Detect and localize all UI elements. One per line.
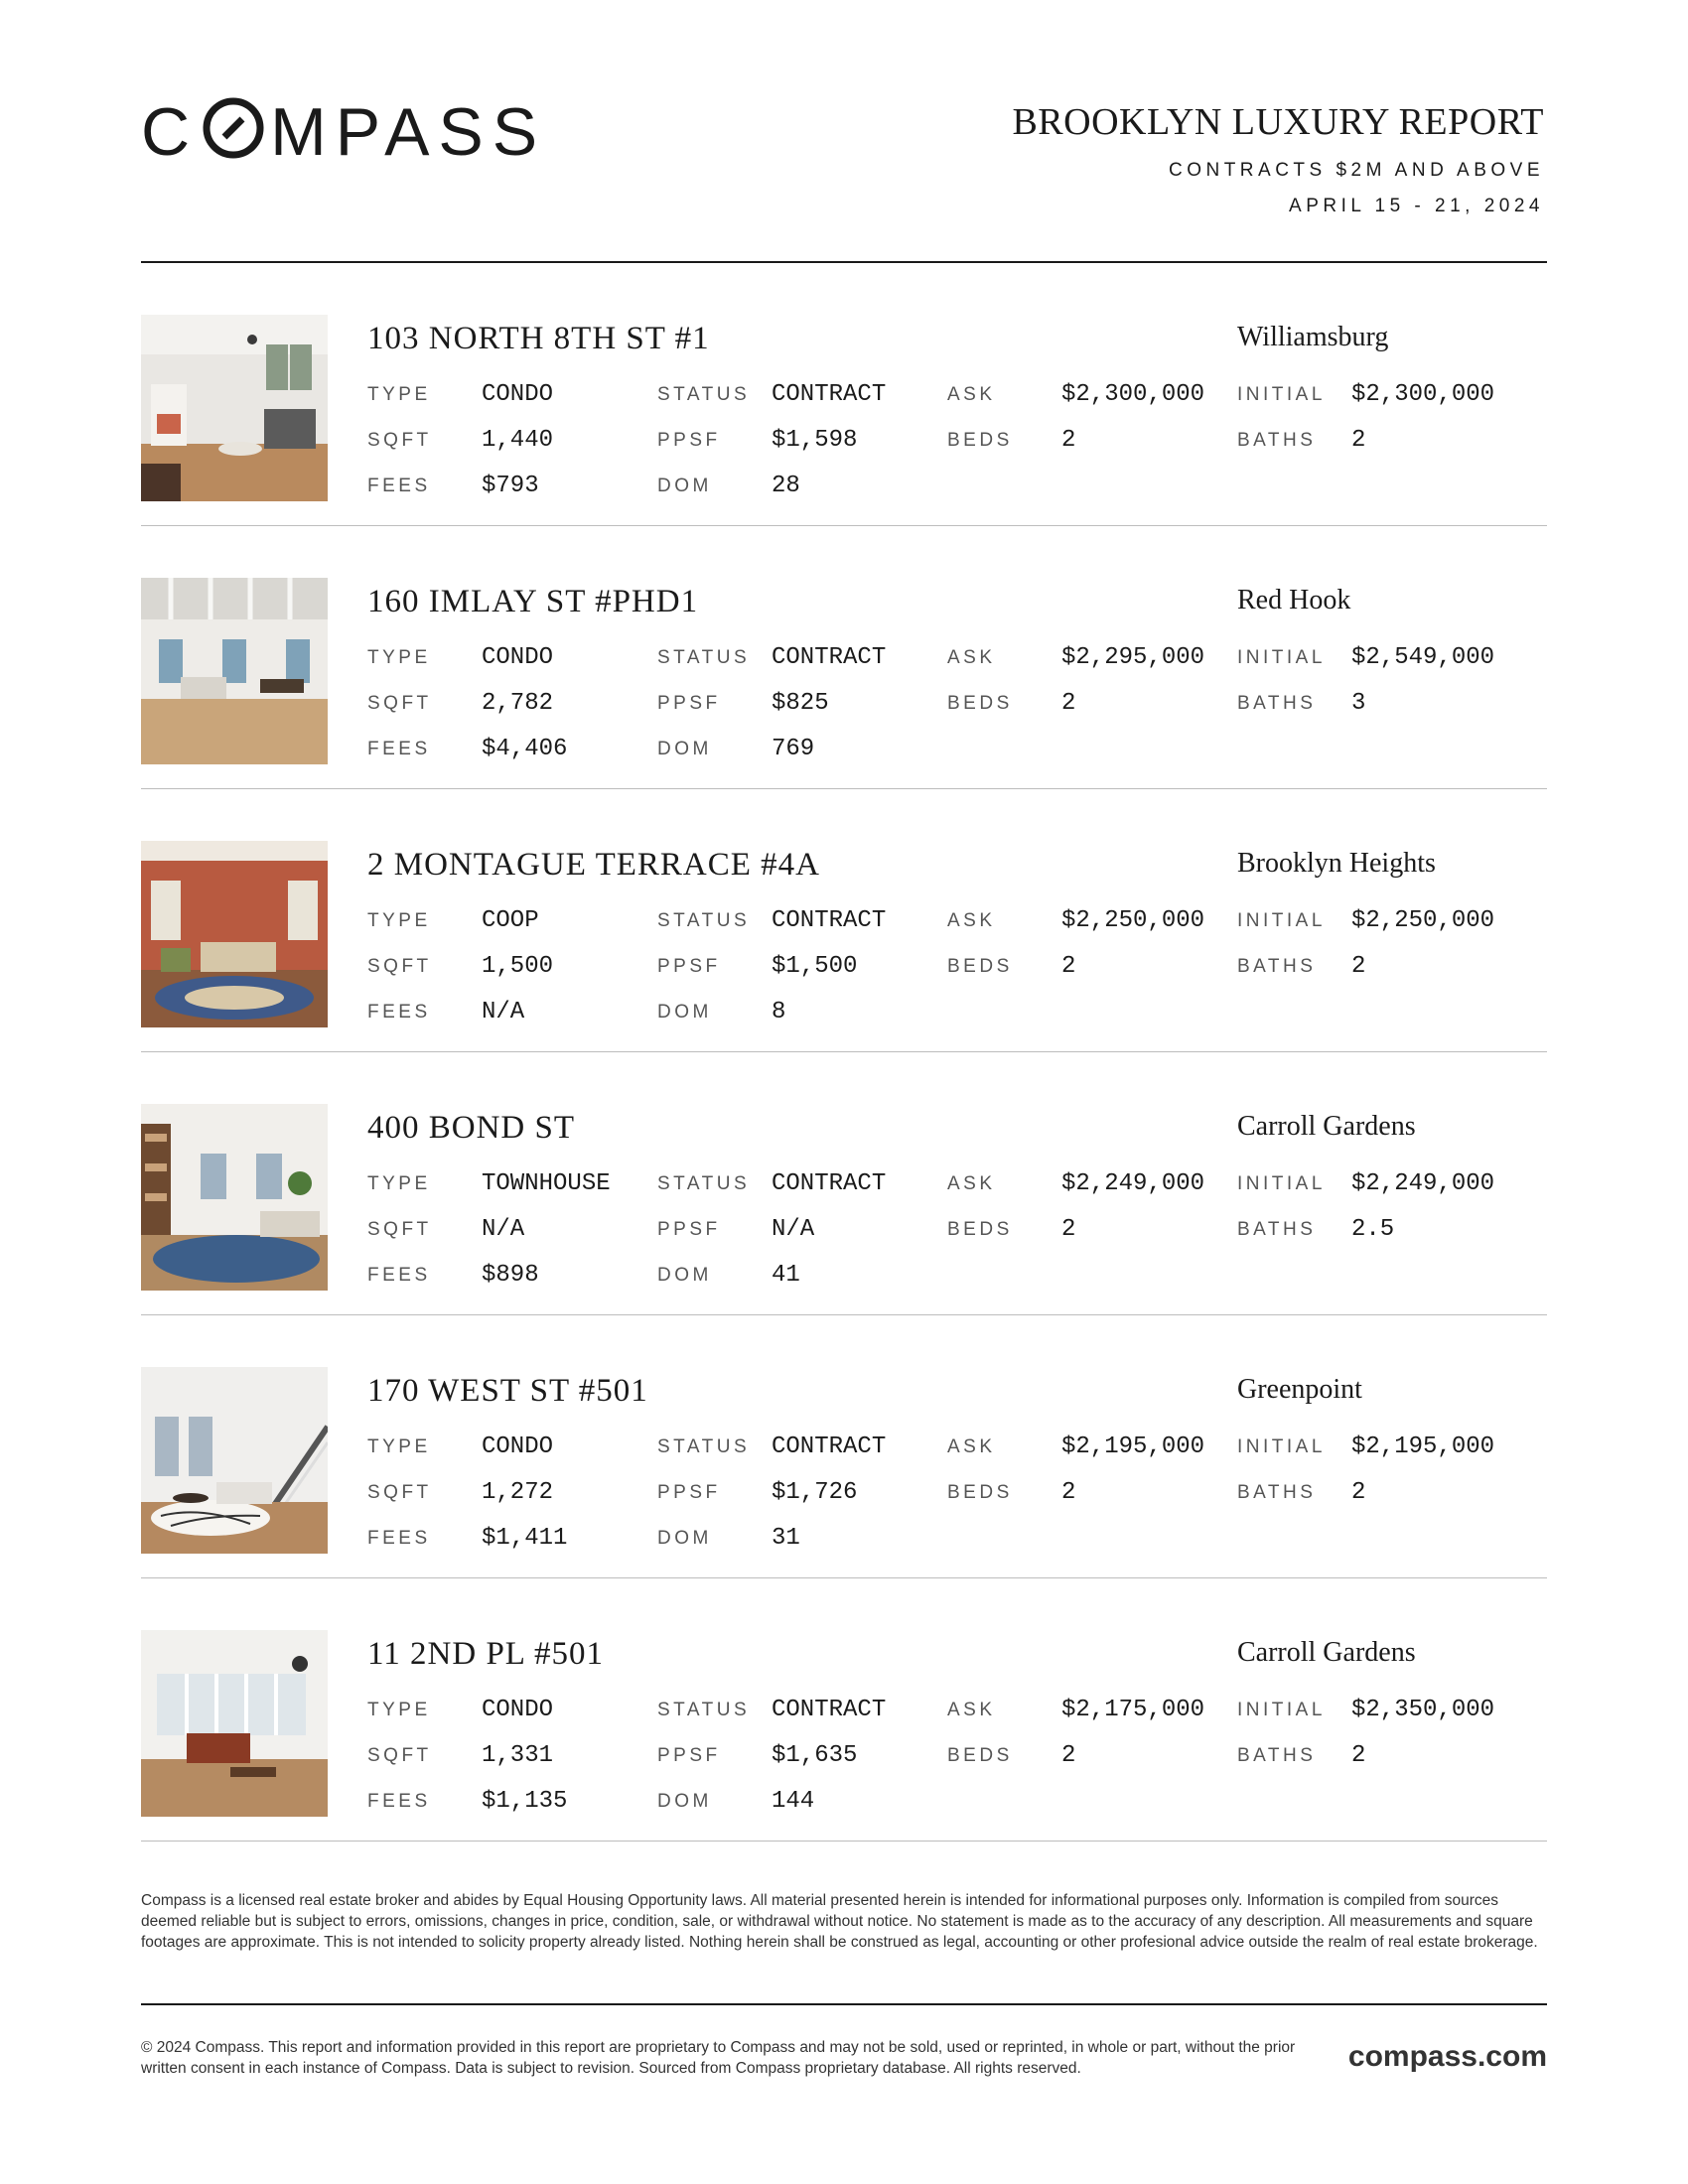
sqft-label: SQFT: [367, 1745, 432, 1766]
baths-value: 3: [1351, 690, 1366, 717]
status-label: STATUS: [657, 1700, 751, 1720]
fees-label: FEES: [367, 1265, 431, 1286]
initial-label: INITIAL: [1237, 647, 1326, 668]
initial-value: $2,300,000: [1351, 381, 1495, 408]
footer-website-link[interactable]: compass.com: [1347, 2040, 1547, 2073]
listing-card: [141, 1052, 1547, 1315]
initial-label: INITIAL: [1237, 384, 1326, 405]
listing-photo-image: [141, 578, 328, 764]
beds-value: 2: [1061, 1216, 1076, 1243]
fees-label: FEES: [367, 1002, 431, 1023]
ppsf-value: $1,598: [772, 427, 858, 454]
baths-value: 2: [1351, 1742, 1366, 1769]
status-value: CONTRACT: [772, 1433, 887, 1460]
beds-label: BEDS: [947, 1482, 1013, 1503]
fees-value: $1,411: [482, 1525, 568, 1552]
listing-photo-image: [141, 841, 328, 1027]
ppsf-value: N/A: [772, 1216, 815, 1243]
dom-value: 28: [772, 473, 800, 499]
dom-value: 144: [772, 1788, 815, 1815]
initial-value: $2,350,000: [1351, 1697, 1495, 1723]
type-label: TYPE: [367, 647, 431, 668]
listing-address: 2 MONTAGUE TERRACE #4A: [367, 847, 820, 883]
sqft-value: 1,440: [482, 427, 554, 454]
baths-label: BATHS: [1237, 1219, 1317, 1240]
fees-label: FEES: [367, 476, 431, 496]
ask-value: $2,195,000: [1061, 1433, 1205, 1460]
type-value: CONDO: [482, 1433, 554, 1460]
fees-label: FEES: [367, 1791, 431, 1812]
beds-value: 2: [1061, 1742, 1076, 1769]
beds-value: 2: [1061, 427, 1076, 454]
ask-value: $2,295,000: [1061, 644, 1205, 671]
listing-address: 103 NORTH 8TH ST #1: [367, 321, 710, 356]
listing-divider: [141, 1841, 1547, 1842]
dom-value: 8: [772, 999, 786, 1025]
sqft-value: 1,331: [482, 1742, 554, 1769]
ask-label: ASK: [947, 1436, 996, 1457]
baths-label: BATHS: [1237, 1482, 1317, 1503]
listing-photo: [141, 1104, 328, 1291]
compass-logo: [141, 94, 547, 170]
initial-label: INITIAL: [1237, 1173, 1326, 1194]
beds-label: BEDS: [947, 693, 1013, 714]
fees-value: $1,135: [482, 1788, 568, 1815]
dom-label: DOM: [657, 739, 712, 759]
baths-label: BATHS: [1237, 693, 1317, 714]
type-label: TYPE: [367, 1700, 431, 1720]
ppsf-label: PPSF: [657, 1219, 721, 1240]
ppsf-label: PPSF: [657, 1745, 721, 1766]
footer-divider: [141, 2003, 1547, 2005]
sqft-label: SQFT: [367, 1219, 432, 1240]
listing-photo: [141, 841, 328, 1027]
type-value: COOP: [482, 907, 539, 934]
dom-value: 769: [772, 736, 815, 762]
fees-value: $793: [482, 473, 539, 499]
baths-value: 2: [1351, 953, 1366, 980]
fees-value: $898: [482, 1262, 539, 1289]
listing-card: [141, 263, 1547, 526]
listing-neighborhood: Carroll Gardens: [1237, 1111, 1416, 1142]
ppsf-label: PPSF: [657, 1482, 721, 1503]
listing-neighborhood: Carroll Gardens: [1237, 1637, 1416, 1668]
status-value: CONTRACT: [772, 1170, 887, 1197]
listing-neighborhood: Red Hook: [1237, 585, 1351, 615]
dom-value: 41: [772, 1262, 800, 1289]
type-label: TYPE: [367, 1173, 431, 1194]
ppsf-label: PPSF: [657, 430, 721, 451]
status-label: STATUS: [657, 1436, 751, 1457]
ask-label: ASK: [947, 1173, 996, 1194]
beds-value: 2: [1061, 690, 1076, 717]
baths-label: BATHS: [1237, 956, 1317, 977]
status-value: CONTRACT: [772, 1697, 887, 1723]
initial-label: INITIAL: [1237, 1436, 1326, 1457]
beds-value: 2: [1061, 953, 1076, 980]
report-title: BROOKLYN LUXURY REPORT: [1012, 101, 1544, 143]
beds-value: 2: [1061, 1479, 1076, 1506]
ask-label: ASK: [947, 384, 996, 405]
listing-neighborhood: Greenpoint: [1237, 1374, 1362, 1405]
report-date-range: APRIL 15 - 21, 2024: [1289, 196, 1544, 216]
footer-legal-text: © 2024 Compass. This report and information provided in this report are proprietary to Compass and may not be sold, used or reprinted, in whole or part, without the prior written consent in each instance of Compass. Data is subject to revision. Sourced from Compass proprietary database. All rights reserved.: [141, 2039, 1296, 2077]
status-value: CONTRACT: [772, 381, 887, 408]
listing-address: 400 BOND ST: [367, 1110, 576, 1146]
listing-photo: [141, 315, 328, 501]
fees-label: FEES: [367, 739, 431, 759]
type-value: CONDO: [482, 1697, 554, 1723]
type-value: TOWNHOUSE: [482, 1170, 611, 1197]
initial-value: $2,549,000: [1351, 644, 1495, 671]
dom-label: DOM: [657, 476, 712, 496]
baths-value: 2: [1351, 427, 1366, 454]
dom-label: DOM: [657, 1791, 712, 1812]
ppsf-value: $1,500: [772, 953, 858, 980]
status-label: STATUS: [657, 384, 751, 405]
ask-value: $2,250,000: [1061, 907, 1205, 934]
sqft-value: 1,272: [482, 1479, 554, 1506]
status-label: STATUS: [657, 910, 751, 931]
sqft-label: SQFT: [367, 1482, 432, 1503]
status-value: CONTRACT: [772, 644, 887, 671]
sqft-label: SQFT: [367, 956, 432, 977]
type-label: TYPE: [367, 910, 431, 931]
beds-label: BEDS: [947, 956, 1013, 977]
ask-label: ASK: [947, 647, 996, 668]
listing-card: [141, 526, 1547, 789]
listing-photo: [141, 1630, 328, 1817]
compass-o-icon: [203, 97, 264, 159]
listing-photo: [141, 578, 328, 764]
listing-card: [141, 789, 1547, 1052]
dom-label: DOM: [657, 1528, 712, 1549]
listing-photo-image: [141, 1630, 328, 1817]
beds-label: BEDS: [947, 1219, 1013, 1240]
ask-label: ASK: [947, 910, 996, 931]
initial-value: $2,250,000: [1351, 907, 1495, 934]
fees-label: FEES: [367, 1528, 431, 1549]
listing-card: [141, 1578, 1547, 1842]
fees-value: N/A: [482, 999, 525, 1025]
listing-address: 11 2ND PL #501: [367, 1636, 604, 1672]
report-header: [1012, 97, 1544, 220]
fees-value: $4,406: [482, 736, 568, 762]
disclaimer-text: Compass is a licensed real estate broker and abides by Equal Housing Opportunity laws. All material presented herein is intended for informational purposes only. Information is compiled from sources deemed reliable but is subject to errors, omissions, changes in price, condition, sale, or withdrawal without notice. No statement is made as to the accuracy of any description. All measurements and square footages are approximate. This is not intended to solicity property already listed. Nothing herein shall be construed as legal, accounting or other profesional advice outside the realm of real estate brokerage.: [141, 1892, 1538, 1951]
ask-value: $2,300,000: [1061, 381, 1205, 408]
sqft-value: 1,500: [482, 953, 554, 980]
ppsf-value: $1,726: [772, 1479, 858, 1506]
listing-photo-image: [141, 1367, 328, 1554]
ppsf-label: PPSF: [657, 693, 721, 714]
logo-text-end: MPASS: [270, 94, 547, 170]
sqft-label: SQFT: [367, 693, 432, 714]
ask-value: $2,249,000: [1061, 1170, 1205, 1197]
type-label: TYPE: [367, 384, 431, 405]
ppsf-value: $825: [772, 690, 829, 717]
baths-value: 2: [1351, 1479, 1366, 1506]
baths-label: BATHS: [1237, 430, 1317, 451]
ask-value: $2,175,000: [1061, 1697, 1205, 1723]
status-value: CONTRACT: [772, 907, 887, 934]
initial-value: $2,195,000: [1351, 1433, 1495, 1460]
type-value: CONDO: [482, 644, 554, 671]
ppsf-label: PPSF: [657, 956, 721, 977]
dom-label: DOM: [657, 1265, 712, 1286]
listing-neighborhood: Brooklyn Heights: [1237, 848, 1436, 879]
initial-label: INITIAL: [1237, 1700, 1326, 1720]
sqft-value: N/A: [482, 1216, 525, 1243]
listing-photo-image: [141, 1104, 328, 1291]
report-subtitle: CONTRACTS $2M AND ABOVE: [1168, 160, 1544, 181]
listing-address: 160 IMLAY ST #PHD1: [367, 584, 699, 619]
sqft-value: 2,782: [482, 690, 554, 717]
status-label: STATUS: [657, 1173, 751, 1194]
dom-value: 31: [772, 1525, 800, 1552]
baths-label: BATHS: [1237, 1745, 1317, 1766]
listing-photo: [141, 1367, 328, 1554]
listing-card: [141, 1315, 1547, 1578]
logo-text-start: C: [141, 94, 200, 170]
initial-value: $2,249,000: [1351, 1170, 1495, 1197]
type-label: TYPE: [367, 1436, 431, 1457]
listing-photo-image: [141, 315, 328, 501]
initial-label: INITIAL: [1237, 910, 1326, 931]
status-label: STATUS: [657, 647, 751, 668]
listing-address: 170 WEST ST #501: [367, 1373, 648, 1409]
listing-neighborhood: Williamsburg: [1237, 322, 1389, 352]
sqft-label: SQFT: [367, 430, 432, 451]
type-value: CONDO: [482, 381, 554, 408]
ppsf-value: $1,635: [772, 1742, 858, 1769]
beds-label: BEDS: [947, 1745, 1013, 1766]
dom-label: DOM: [657, 1002, 712, 1023]
ask-label: ASK: [947, 1700, 996, 1720]
beds-label: BEDS: [947, 430, 1013, 451]
baths-value: 2.5: [1351, 1216, 1395, 1243]
